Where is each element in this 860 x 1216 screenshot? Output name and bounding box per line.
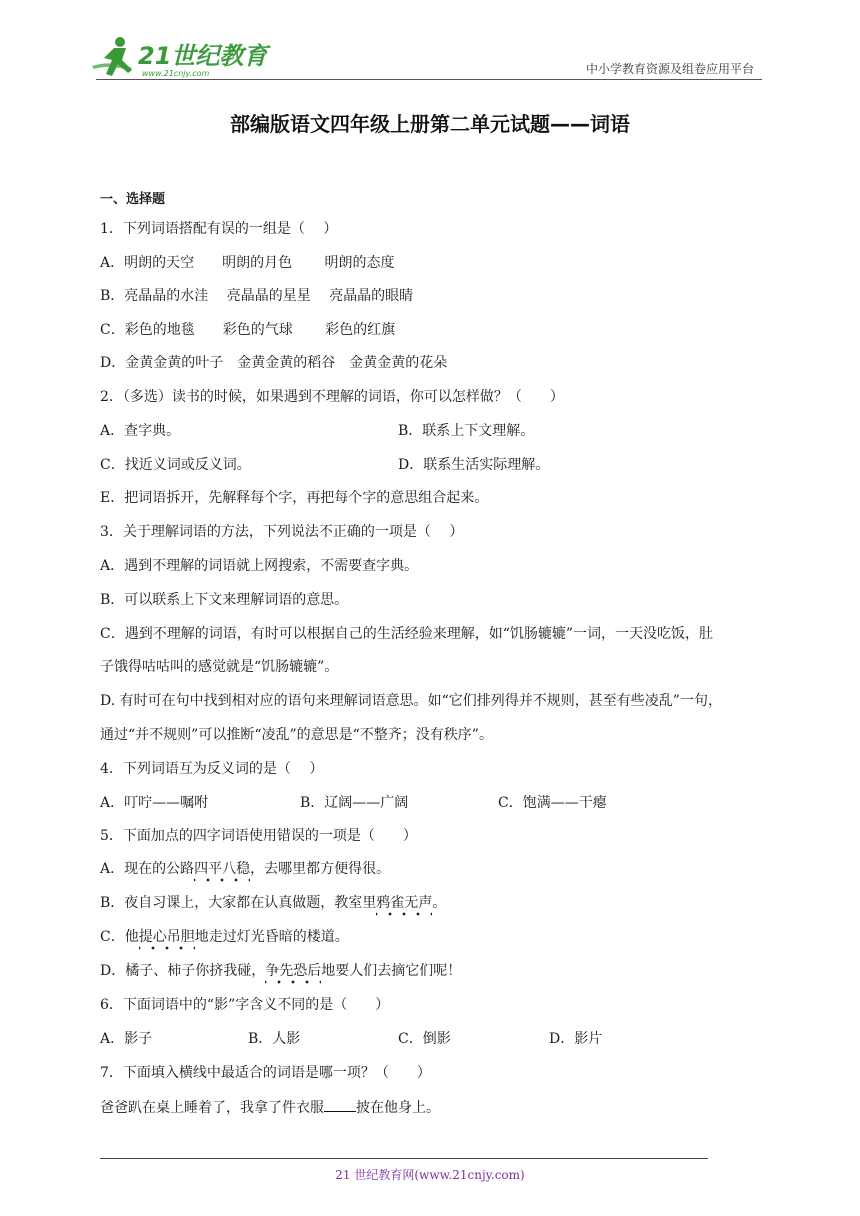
q4-option-c: C．饱满——干瘪 [498, 795, 607, 811]
q5-d-dotted-word: 争先恐后 [265, 963, 321, 984]
q6-option-a: A．影子 [100, 1031, 153, 1047]
q5-b-suffix: 。 [432, 895, 447, 911]
q2-option-c: C．找近义词或反义词。 [100, 457, 251, 473]
q5-c-suffix: 地走过灯光昏暗的楼道。 [194, 929, 349, 945]
page-title: 部编版语文四年级上册第二单元试题——词语 [230, 112, 630, 136]
q1-option-b: B．亮晶晶的水洼 亮晶晶的星星 亮晶晶的眼睛 [100, 288, 414, 304]
q1-option-c: C．彩色的地毯 彩色的气球 彩色的红旗 [100, 322, 396, 338]
q5-c-prefix: C．他 [100, 929, 139, 945]
q5-option-b [100, 893, 446, 913]
q4-option-b: B．辽阔——广阔 [300, 795, 409, 811]
q6-option-d: D．影片 [549, 1031, 603, 1047]
section-heading: 一、选择题 [100, 192, 166, 207]
site-logo [92, 36, 272, 80]
q2-option-b: B．联系上下文理解。 [398, 423, 535, 439]
q2-option-d: D．联系生活实际理解。 [398, 457, 550, 473]
q3-option-d-line1: D. 有时可在句中找到相对应的语句来理解词语意思。如“它们排列得并不规则，甚至有些凌乱”一句， [100, 693, 722, 709]
q3-option-c-line1: C．遇到不理解的词语，有时可以根据自己的生活经验来理解，如“饥肠辘辘”一词，一天没吃饭，肚 [100, 626, 714, 642]
q5-a-suffix: ，去哪里都方便得很。 [250, 861, 391, 877]
q5-b-dotted-word: 鸦雀无声 [376, 895, 432, 916]
q3-option-b: B．可以联系上下文来理解词语的意思。 [100, 592, 349, 608]
q5-option-d [100, 961, 461, 981]
q6-stem: 6．下面词语中的“影”字含义不同的是（ ） [100, 997, 390, 1013]
footer-divider [100, 1158, 708, 1159]
footer-text: 21 世纪教育网(www.21cnjy.com) [335, 1168, 525, 1182]
q5-option-c [100, 927, 349, 947]
q7-stem: 7．下面填入横线中最适合的词语是哪一项？（ ） [100, 1065, 431, 1081]
q4-stem: 4．下列词语互为反义词的是（ ） [100, 761, 324, 777]
q1-option-a: A．明朗的天空 明朗的月色 明朗的态度 [100, 255, 395, 271]
q7-sentence-prefix: 爸爸趴在桌上睡着了，我拿了件衣服 [100, 1100, 324, 1116]
svg-text:www.21cnjy.com: www.21cnjy.com [142, 69, 210, 78]
q6-option-c: C．倒影 [398, 1031, 451, 1047]
q5-d-prefix: D．橘子、柿子你挤我碰， [100, 963, 266, 979]
q5-stem: 5．下面加点的四字词语使用错误的一项是（ ） [100, 828, 417, 844]
q7-answer-blank[interactable] [324, 1097, 356, 1112]
q2-stem: 2．（多选）读书的时候，如果遇到不理解的词语，你可以怎样做？（ ） [100, 389, 564, 405]
q2-option-e: E．把词语拆开，先解释每个字，再把每个字的意思组合起来。 [100, 490, 489, 506]
q6-option-b: B．人影 [248, 1031, 301, 1047]
q5-c-dotted-word: 提心吊胆 [139, 929, 195, 950]
q3-option-a: A．遇到不理解的词语就上网搜索，不需要查字典。 [100, 558, 419, 574]
header-divider [96, 79, 762, 80]
q7-sentence-suffix: 披在他身上。 [356, 1100, 440, 1116]
q2-option-a: A．查字典。 [100, 423, 181, 439]
svg-text:21世纪教育: 21世纪教育 [138, 42, 268, 70]
q5-d-suffix: 地要人们去摘它们呢！ [321, 963, 462, 979]
q7-sentence [100, 1097, 440, 1118]
q1-stem: 1．下列词语搭配有误的一组是（ ） [100, 221, 338, 237]
q3-stem: 3．关于理解词语的方法，下列说法不正确的一项是（ ） [100, 524, 464, 540]
q4-option-a: A．叮咛——嘱咐 [100, 795, 209, 811]
q5-a-prefix: A．现在的公路 [100, 861, 195, 877]
q5-a-dotted-word: 四平八稳 [194, 861, 250, 882]
platform-name: 中小学教育资源及组卷应用平台 [585, 62, 754, 76]
q5-option-a [100, 859, 390, 879]
q3-option-c-line2: 子饿得咕咕叫的感觉就是“饥肠辘辘”。 [100, 659, 339, 675]
q1-option-d: D．金黄金黄的叶子 金黄金黄的稻谷 金黄金黄的花朵 [100, 355, 448, 371]
q3-option-d-line2: 通过“并不规则”可以推断“凌乱”的意思是“不整齐；没有秩序”。 [100, 727, 493, 743]
q5-b-prefix: B．夜自习课上，大家都在认真做题，教室里 [100, 895, 377, 911]
